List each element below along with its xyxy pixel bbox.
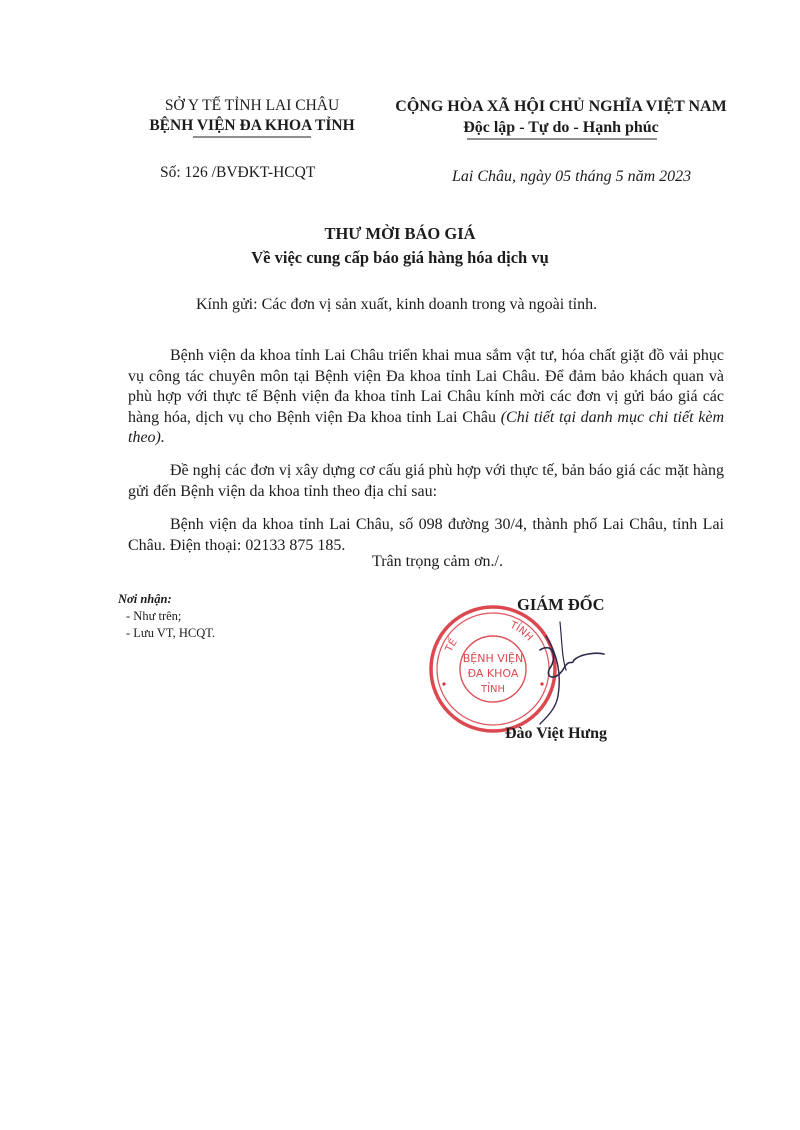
- handwritten-signature: [500, 612, 610, 732]
- signer-name: Đào Việt Hưng: [505, 725, 608, 742]
- seal-center-line-3: TỈNH: [480, 684, 506, 695]
- national-motto: Độc lập - Tự do - Hạnh phúc: [463, 119, 659, 136]
- closing-line: Trân trọng cảm ơn./.: [372, 553, 503, 570]
- recipient-item: - Lưu VT, HCQT.: [126, 626, 216, 640]
- hospital-name: BỆNH VIỆN ĐA KHOA TỈNH: [149, 117, 355, 134]
- seal-arc-top: TỈNH: [508, 619, 535, 644]
- document-title: THƯ MỜI BÁO GIÁ: [324, 224, 476, 243]
- issuing-authority: [122, 96, 382, 136]
- body-paragraph-2: Đề nghị các đơn vị xây dựng cơ cấu giá phù hợp với thực tế, bản báo giá các mặt hàng gửi đến Bệnh viện da khoa tỉnh theo địa chỉ sau:: [128, 462, 724, 500]
- recipient-item: - Như trên;: [126, 609, 182, 623]
- document-number: Số: 126 /BVĐKT-HCQT: [160, 164, 316, 181]
- seal-center-line-1: BỆNH VIỆN: [462, 652, 524, 665]
- place-and-date: Lai Châu, ngày 05 tháng 5 năm 2023: [452, 168, 692, 185]
- national-title: CỘNG HÒA XÃ HỘI CHỦ NGHĨA VIỆT NAM: [395, 98, 727, 115]
- department-name: SỞ Y TẾ TỈNH LAI CHÂU: [164, 97, 340, 114]
- national-heading: [375, 96, 747, 138]
- body-paragraph-1: [128, 346, 724, 449]
- seal-arc-left: TẾ: [443, 637, 460, 654]
- recipients-heading: Nơi nhận:: [118, 592, 172, 606]
- document-title-block: [0, 222, 800, 270]
- seal-center-line-2: ĐA KHOA: [467, 667, 519, 680]
- body-paragraph-3: Bệnh viện da khoa tỉnh Lai Châu, số 098 đường 30/4, thành phố Lai Châu, tỉnh Lai Châu. Điện thoại: 02133 875 185.: [128, 516, 724, 554]
- header-right-underline: [467, 138, 657, 140]
- recipients-block: [118, 591, 215, 642]
- body-paragraph-1-note: (Chi tiết tại danh mục chi tiết kèm theo).: [128, 408, 724, 446]
- signer-title: GIÁM ĐỐC: [517, 595, 605, 614]
- document-subject: Về việc cung cấp báo giá hàng hóa dịch vụ: [251, 248, 549, 267]
- body-paragraph-1-text: Bệnh viện da khoa tỉnh Lai Châu triển khai mua sắm vật tư, hóa chất giặt đồ vải phục vụ công tác chuyên môn tại Bệnh viện Đa khoa tỉnh Lai Châu. Để đảm bảo khách quan và phù hợp với thực tế Bệnh viện đa khoa tỉnh Lai Châu kính mời các đơn vị gửi báo giá các hàng hóa, dịch vụ cho Bệnh viện Đa khoa tỉnh Lai Châu: [128, 347, 724, 426]
- addressee: Kính gửi: Các đơn vị sản xuất, kinh doanh trong và ngoài tỉnh.: [196, 296, 598, 313]
- header-left-underline: [193, 136, 311, 138]
